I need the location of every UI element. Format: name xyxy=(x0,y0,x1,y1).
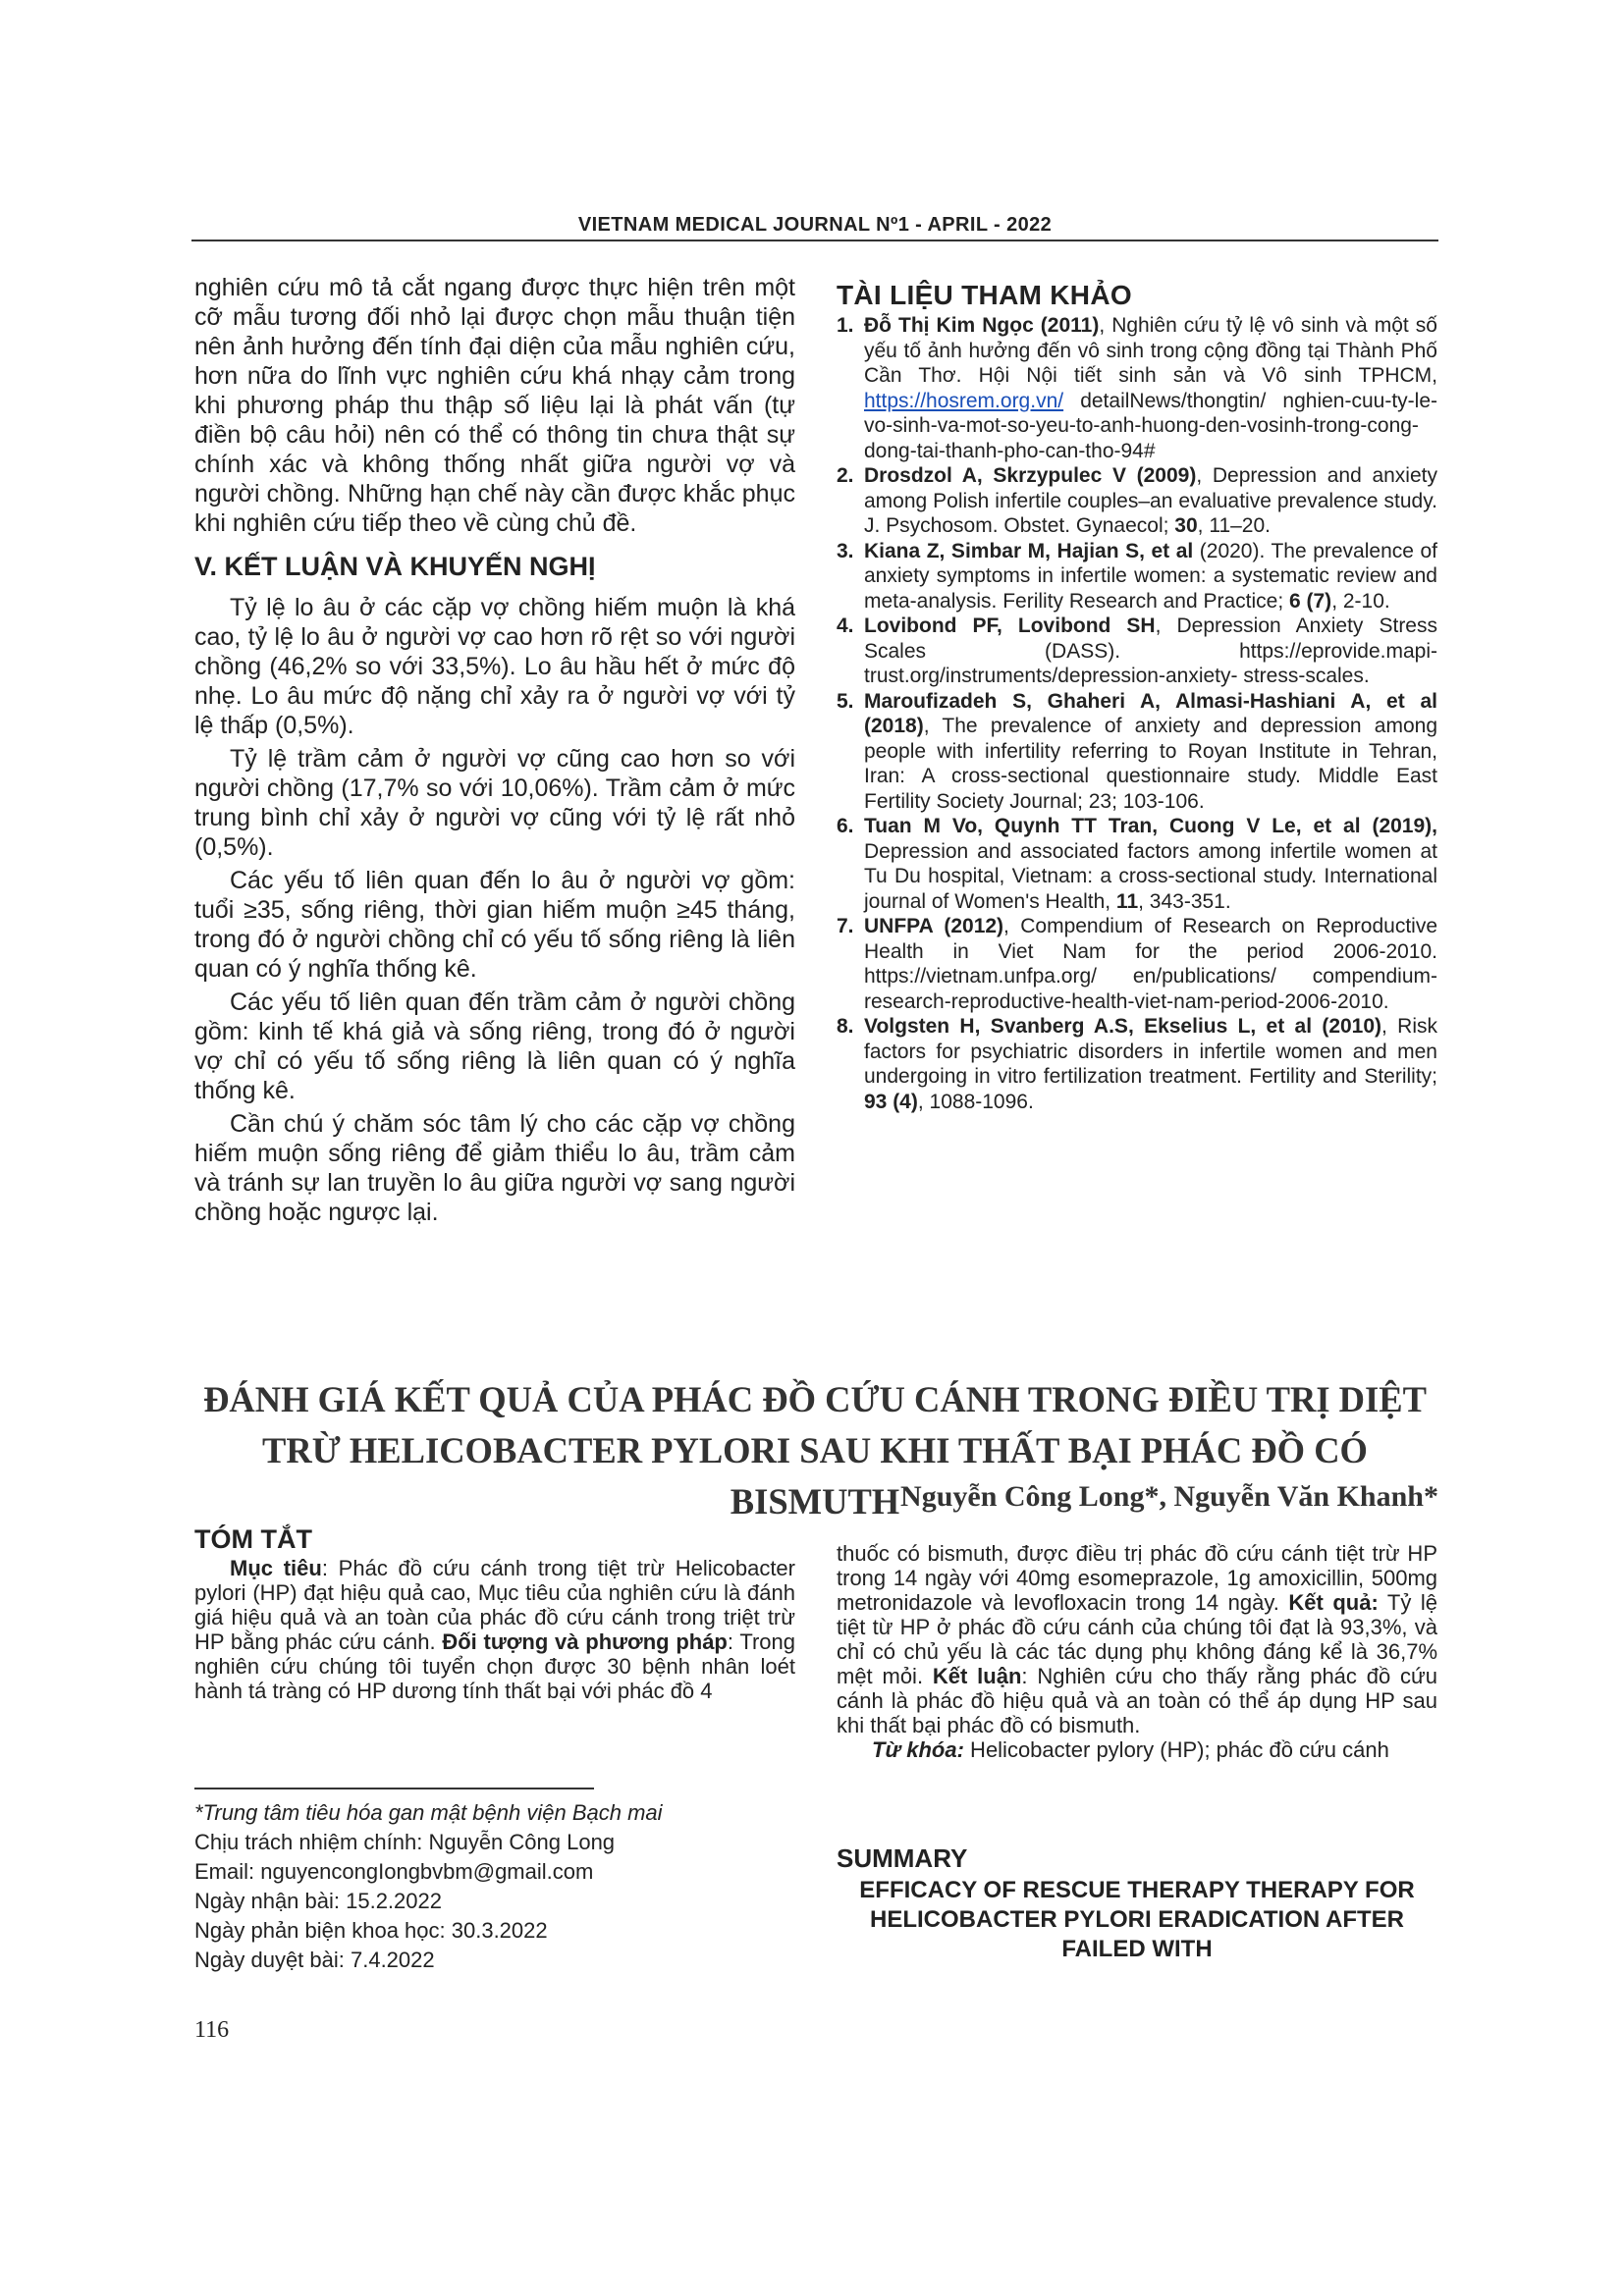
footnote-reviewed: Ngày phản biện khoa học: 30.3.2022 xyxy=(194,1918,548,1943)
reference-number: 2. xyxy=(837,464,854,487)
footnote-received: Ngày nhận bài: 15.2.2022 xyxy=(194,1889,442,1913)
reference-authors: Volgsten H, Svanberg A.S, Ekselius L, et al (2010) xyxy=(864,1015,1382,1038)
reference-number: 3. xyxy=(837,539,854,562)
abstract-heading: TÓM TẮT xyxy=(194,1524,312,1554)
reference-item xyxy=(837,614,1437,689)
conclusion-paragraph-3: Các yếu tố liên quan đến lo âu ở người vợ gồm: tuổi ≥35, sống riêng, thời gian hiếm muộn ≥45 tháng, trong đó ở người chồng chỉ có yếu tố sống riêng là liên quan có ý nghĩa thống kê. xyxy=(194,867,795,983)
reference-link[interactable]: https://hosrem.org.vn/ xyxy=(864,389,1064,412)
reference-authors: Lovibond PF, Lovibond SH xyxy=(864,614,1156,637)
reference-text: , Risk factors for psychiatric disorders in infertile women and men undergoing in vitro fertilization treatment. Fertility and Sterility; xyxy=(864,1015,1438,1088)
footnote-accepted: Ngày duyệt bài: 7.4.2022 xyxy=(194,1948,435,1972)
results-text: Tỷ lệ tiệt từ HP ở phác đồ cứu cánh của chúng tôi đạt là 93,3%, và chỉ có chủ yếu là các tác dụng phụ không đáng kể là 36,7% mệt mỏi. xyxy=(837,1590,1438,1688)
limitations-paragraph: nghiên cứu mô tả cắt ngang được thực hiện trên một cỡ mẫu tương đối nhỏ lại được chọn mẫu thuận tiện nên ảnh hưởng đến tính đại diện của mẫu nghiên cứu, hơn nữa do lĩnh vực nghiên cứu khá nhạy cảm trong khi phương pháp thu thập số liệu lại là phát vấn (tự điền bộ câu hỏi) nên có thể có thông tin chưa thật sự chính xác và không thống nhất giữa người vợ và người chồng. Những hạn chế này cần được khắc phục khi nghiên cứu tiếp theo về cùng chủ đề. xyxy=(194,274,795,537)
reference-item xyxy=(837,814,1437,914)
reference-volume: 11 xyxy=(1115,889,1139,913)
reference-text: , Compendium of Research on Reproductive Health in Viet Nam for the period 2006-2010. https://vietnam.unfpa.org/ en/publications/ compendium-research-reproductive-health-viet-nam-period-2006-2010. xyxy=(864,915,1437,1013)
footnote-email: Email: nguyencongIongbvbm@gmail.com xyxy=(194,1859,594,1884)
page-number: 116 xyxy=(194,2017,230,2043)
reference-text: Depression and associated factors among infertile women at Tu Du hospital, Vietnam: a cross-sectional study. International journal of Women's Health, xyxy=(864,839,1437,913)
conclusion-paragraph-1: Tỷ lệ lo âu ở các cặp vợ chồng hiếm muộn là khá cao, tỷ lệ lo âu ở người vợ cao hơn rõ rệt so với người chồng (46,2% so với 33,5%). Lo âu hầu hết ở mức độ nhẹ. Lo âu mức độ nặng chỉ xảy ra ở người vợ với tỷ lệ thấp (0,5%). xyxy=(194,594,795,739)
conclusion-heading: V. KẾT LUẬN VÀ KHUYẾN NGHỊ xyxy=(194,552,596,581)
keywords-text: Helicobacter pylory (HP); phác đồ cứu cánh xyxy=(963,1737,1389,1762)
reference-item xyxy=(837,313,1437,463)
article-title: ĐÁNH GIÁ KẾT QUẢ CỦA PHÁC ĐỒ CỨU CÁNH TRONG ĐIỀU TRỊ DIỆT TRỪ HELICOBACTER PYLORI SAU KHI THẤT BẠI PHÁC ĐỒ CÓ BISMUTH xyxy=(203,1379,1427,1522)
reference-tail: , 2-10. xyxy=(1331,589,1390,613)
abstract-right xyxy=(837,1541,1437,1762)
summary-heading: SUMMARY xyxy=(837,1843,968,1873)
conclusion-text: : Nghiên cứu cho thấy rằng phác đồ cứu cánh là phác đồ hiệu quả và an toàn có thể áp dụng HP sau khi thất bại phác đồ có bismuth. xyxy=(837,1664,1437,1737)
reference-tail: detailNews/thongtin/ nghien-cuu-ty-le-vo-sinh-va-mot-so-yeu-to-anh-huong-den-vosinh-trong-cong-dong-tai-thanh-pho-can-tho-94# xyxy=(864,389,1437,462)
reference-text: (2020). The prevalence of anxiety symptoms in infertile women: a systematic review and meta-analysis. Ferility Research and Practice; xyxy=(864,539,1437,613)
journal-header: VIETNAM MEDICAL JOURNAL Nº1 - APRIL - 2022 xyxy=(577,214,1053,236)
objective-text: : Phác đồ cứu cánh trong tiệt trừ Helicobacter pylori (HP) đạt hiệu quả cao, Mục tiêu của nghiên cứu là đánh giá hiệu quả và an toàn của phác đồ cứu cánh trong triệt trừ HP bằng phác cứu cánh. xyxy=(194,1556,795,1654)
reference-text: , The prevalence of anxiety and depression among people with infertility referring to Royan Institute in Tehran, Iran: A cross-sectional questionnaire study. Middle East Fertility Society Journal; 23; 103-106. xyxy=(864,715,1437,813)
methods-label: Đối tượng và phương pháp xyxy=(442,1629,728,1654)
reference-item xyxy=(837,1014,1437,1114)
reference-number: 8. xyxy=(837,1015,854,1038)
reference-number: 7. xyxy=(837,915,854,937)
conclusion-paragraph-4: Các yếu tố liên quan đến trầm cảm ở người chồng gồm: kinh tế khá giả và sống riêng, trong đó ở người vợ chỉ có yếu tố sống riêng là liên quan có ý nghĩa thống kê. xyxy=(194,988,795,1104)
footnote-responsible: Chịu trách nhiệm chính: Nguyễn Công Long xyxy=(194,1830,616,1854)
reference-authors: Maroufizadeh S, Ghaheri A, Almasi-Hashiani A, et al (2018) xyxy=(864,689,1437,737)
summary-title: EFFICACY OF RESCUE THERAPY THERAPY FOR HELICOBACTER PYLORI ERADICATION AFTER FAILED WITH xyxy=(859,1877,1415,1962)
references-column xyxy=(837,280,1437,1114)
methods-text: : Trong nghiên cứu chúng tôi tuyển chọn được 30 bệnh nhân loét hành tá tràng có HP dương tính thất bại với phác đồ 4 xyxy=(194,1629,795,1703)
reference-text: , Depression Anxiety Stress Scales (DASS). https://eprovide.mapi-trust.org/instruments/depression-anxiety- stress-scales. xyxy=(864,614,1437,687)
reference-tail: , 1088-1096. xyxy=(917,1090,1034,1113)
reference-text: , Nghiên cứu tỷ lệ vô sinh và một số yếu tố ảnh hưởng đến vô sinh trong cộng đồng tại Thành Phố Cần Thơ. Hội Nội tiết sinh sản và Vô sinh TPHCM, xyxy=(864,314,1437,387)
objective-label: Mục tiêu xyxy=(230,1556,322,1580)
reference-tail: , 343-351. xyxy=(1138,889,1231,913)
reference-volume: 30 xyxy=(1174,514,1198,537)
reference-authors: Đỗ Thị Kim Ngọc (2011) xyxy=(864,314,1100,337)
methods-continued: thuốc có bismuth, được điều trị phác đồ cứu cánh tiệt trừ HP trong 14 ngày với 40mg esomeprazole, 1g amoxicillin, 500mg metronidazole và levofloxacin trong 14 ngày. xyxy=(837,1541,1437,1615)
reference-item xyxy=(837,539,1437,614)
reference-volume: 6 (7) xyxy=(1289,589,1332,613)
abstract-left xyxy=(194,1524,795,1703)
footnote-rule xyxy=(194,1788,594,1789)
reference-authors: UNFPA (2012) xyxy=(864,915,1004,937)
references-heading: TÀI LIỆU THAM KHẢO xyxy=(837,280,1132,310)
reference-number: 4. xyxy=(837,614,854,637)
reference-number: 1. xyxy=(837,314,854,337)
footnote xyxy=(194,1798,795,1975)
reference-item xyxy=(837,914,1437,1014)
keywords-label: Từ khóa: xyxy=(872,1737,964,1762)
reference-text: , Depression and anxiety among Polish infertile couples–an evaluative prevalence study. J. Psychosom. Obstet. Gynaecol; xyxy=(864,464,1437,537)
conclusion-paragraph-2: Tỷ lệ trầm cảm ở người vợ cũng cao hơn so với người chồng (17,7% so với 10,06%). Trầm cảm ở mức trung bình chỉ xảy ở người vợ cũng với tỷ lệ rất nhỏ (0,5%). xyxy=(194,745,795,861)
conclusion-paragraph-5: Cần chú ý chăm sóc tâm lý cho các cặp vợ chồng hiếm muộn sống riêng để giảm thiểu lo âu, trầm cảm và tránh sự lan truyền lo âu giữa người vợ sang người chồng hoặc ngược lại. xyxy=(194,1110,795,1226)
reference-authors: Kiana Z, Simbar M, Hajian S, et al xyxy=(864,539,1194,562)
left-column xyxy=(194,273,795,1227)
reference-tail: , 11–20. xyxy=(1197,514,1271,537)
reference-authors: Tuan M Vo, Quynh TT Tran, Cuong V Le, et al (2019), xyxy=(864,815,1437,837)
reference-authors: Drosdzol A, Skrzypulec V (2009) xyxy=(864,464,1197,487)
results-label: Kết quả: xyxy=(1288,1590,1379,1615)
conclusion-label: Kết luận xyxy=(932,1664,1022,1688)
reference-volume: 93 (4) xyxy=(864,1090,918,1113)
header-rule xyxy=(191,240,1438,241)
reference-item xyxy=(837,463,1437,539)
reference-number: 5. xyxy=(837,689,854,713)
footnote-affiliation: *Trung tâm tiêu hóa gan mật bệnh viện Bạch mai xyxy=(194,1800,663,1825)
summary-section xyxy=(837,1843,1437,1964)
reference-item xyxy=(837,689,1437,815)
article-authors: Nguyễn Công Long*, Nguyễn Văn Khanh* xyxy=(900,1480,1438,1513)
reference-number: 6. xyxy=(837,815,854,837)
